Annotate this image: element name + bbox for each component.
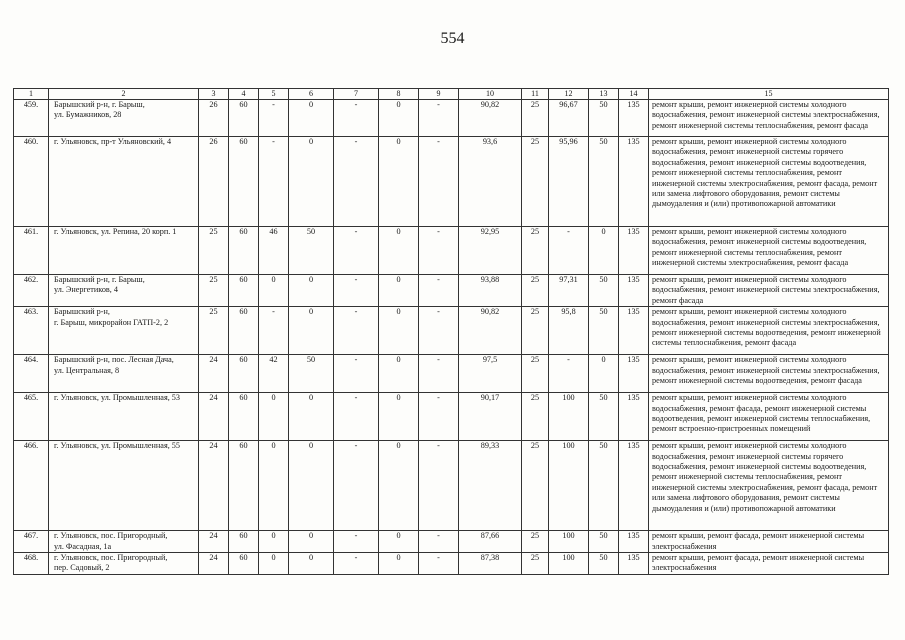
col-3-cell: 24 [199, 531, 229, 553]
col-8-cell: 0 [379, 227, 419, 275]
capital-repair-table [13, 88, 889, 575]
col-11-cell: 25 [522, 137, 549, 227]
col-13-cell: 50 [589, 137, 619, 227]
header-cell-12: 12 [549, 89, 589, 100]
col-9-cell: - [419, 355, 459, 393]
col-9-cell: - [419, 307, 459, 355]
address-cell: г. Ульяновск, пос. Пригородный, ул. Фасадная, 1а [49, 531, 199, 553]
col-3-cell: 25 [199, 227, 229, 275]
col-6-cell: 0 [289, 100, 334, 137]
col-5-cell: 0 [259, 393, 289, 441]
table-row [14, 553, 889, 575]
col-10-cell: 93,88 [459, 275, 522, 307]
col-10-cell: 87,66 [459, 531, 522, 553]
header-cell-4: 4 [229, 89, 259, 100]
col-6-cell: 0 [289, 275, 334, 307]
col-8-cell: 0 [379, 553, 419, 575]
header-cell-6: 6 [289, 89, 334, 100]
address-cell: г. Ульяновск, пр-т Ульяновский, 4 [49, 137, 199, 227]
col-5-cell: - [259, 100, 289, 137]
col-14-cell: 135 [619, 275, 649, 307]
col-8-cell: 0 [379, 307, 419, 355]
col-5-cell: - [259, 137, 289, 227]
col-12-cell: 95,8 [549, 307, 589, 355]
col-6-cell: 0 [289, 531, 334, 553]
table-row [14, 100, 889, 137]
col-10-cell: 87,38 [459, 553, 522, 575]
col-7-cell: - [334, 531, 379, 553]
col-4-cell: 60 [229, 393, 259, 441]
col-4-cell: 60 [229, 531, 259, 553]
address-cell: г. Ульяновск, ул. Промышленная, 55 [49, 441, 199, 531]
address-cell: г. Ульяновск, пос. Пригородный, пер. Садовый, 2 [49, 553, 199, 575]
header-cell-10: 10 [459, 89, 522, 100]
col-14-cell: 135 [619, 227, 649, 275]
col-6-cell: 50 [289, 355, 334, 393]
header-cell-1: 1 [14, 89, 49, 100]
table-row [14, 307, 889, 355]
col-13-cell: 0 [589, 355, 619, 393]
address-cell: Барышский р-н, г. Барыш, ул. Бумажников, 28 [49, 100, 199, 137]
repair-works-cell: ремонт крыши, ремонт инженерной системы холодного водоснабжения, ремонт фасада, ремонт инженерной системы водоотведения, ремонт инженерной системы теплоснабжения, ремонт встроенно-пристроенных помещений [649, 393, 889, 441]
col-12-cell: 100 [549, 553, 589, 575]
col-6-cell: 0 [289, 393, 334, 441]
table-row [14, 227, 889, 275]
col-14-cell: 135 [619, 137, 649, 227]
col-11-cell: 25 [522, 275, 549, 307]
col-9-cell: - [419, 393, 459, 441]
col-7-cell: - [334, 441, 379, 531]
col-4-cell: 60 [229, 275, 259, 307]
row-number-cell: 465. [14, 393, 49, 441]
col-5-cell: 0 [259, 441, 289, 531]
col-3-cell: 24 [199, 355, 229, 393]
col-13-cell: 50 [589, 393, 619, 441]
col-8-cell: 0 [379, 393, 419, 441]
col-9-cell: - [419, 227, 459, 275]
col-9-cell: - [419, 275, 459, 307]
col-12-cell: 95,96 [549, 137, 589, 227]
col-12-cell: 100 [549, 393, 589, 441]
col-8-cell: 0 [379, 275, 419, 307]
col-3-cell: 25 [199, 275, 229, 307]
col-13-cell: 50 [589, 275, 619, 307]
col-10-cell: 92,95 [459, 227, 522, 275]
col-12-cell: 100 [549, 531, 589, 553]
col-3-cell: 25 [199, 307, 229, 355]
address-cell: Барышский р-н, г. Барыш, микрорайон ГАТП-2, 2 [49, 307, 199, 355]
col-12-cell: - [549, 227, 589, 275]
col-13-cell: 50 [589, 441, 619, 531]
col-11-cell: 25 [522, 355, 549, 393]
repair-works-cell: ремонт крыши, ремонт фасада, ремонт инженерной системы электроснабжения [649, 553, 889, 575]
address-cell: Барышский р-н, г. Барыш, ул. Энергетиков, 4 [49, 275, 199, 307]
row-number-cell: 466. [14, 441, 49, 531]
col-7-cell: - [334, 355, 379, 393]
col-14-cell: 135 [619, 393, 649, 441]
col-14-cell: 135 [619, 100, 649, 137]
col-9-cell: - [419, 137, 459, 227]
row-number-cell: 463. [14, 307, 49, 355]
row-number-cell: 468. [14, 553, 49, 575]
header-cell-9: 9 [419, 89, 459, 100]
col-5-cell: 0 [259, 275, 289, 307]
col-10-cell: 90,17 [459, 393, 522, 441]
header-cell-13: 13 [589, 89, 619, 100]
col-5-cell: - [259, 307, 289, 355]
col-14-cell: 135 [619, 307, 649, 355]
col-3-cell: 26 [199, 100, 229, 137]
col-4-cell: 60 [229, 441, 259, 531]
table-row [14, 393, 889, 441]
col-11-cell: 25 [522, 307, 549, 355]
col-8-cell: 0 [379, 137, 419, 227]
header-cell-7: 7 [334, 89, 379, 100]
header-row [14, 89, 889, 100]
header-cell-15: 15 [649, 89, 889, 100]
col-10-cell: 97,5 [459, 355, 522, 393]
repair-works-cell: ремонт крыши, ремонт инженерной системы холодного водоснабжения, ремонт инженерной системы горячего водоснабжения, ремонт инженерной системы водоотведения, ремонт инженерной системы теплоснабжения, ремонт инженерной системы электроснабжения, ремонт фасада, ремонт или замена лифтового оборудования, ремонт системы дымоудаления и (или) противопожарной автоматики [649, 137, 889, 227]
col-7-cell: - [334, 275, 379, 307]
col-4-cell: 60 [229, 137, 259, 227]
col-4-cell: 60 [229, 307, 259, 355]
col-6-cell: 0 [289, 307, 334, 355]
repair-works-cell: ремонт крыши, ремонт инженерной системы холодного водоснабжения, ремонт инженерной системы электроснабжения, ремонт инженерной системы теплоснабжения, ремонт фасада [649, 100, 889, 137]
col-7-cell: - [334, 393, 379, 441]
col-9-cell: - [419, 441, 459, 531]
col-8-cell: 0 [379, 100, 419, 137]
col-5-cell: 42 [259, 355, 289, 393]
repair-works-cell: ремонт крыши, ремонт инженерной системы холодного водоснабжения, ремонт инженерной системы электроснабжения, ремонт фасада [649, 275, 889, 307]
col-14-cell: 135 [619, 355, 649, 393]
col-4-cell: 60 [229, 553, 259, 575]
col-3-cell: 24 [199, 393, 229, 441]
col-6-cell: 50 [289, 227, 334, 275]
col-13-cell: 50 [589, 100, 619, 137]
col-3-cell: 24 [199, 441, 229, 531]
col-11-cell: 25 [522, 441, 549, 531]
col-12-cell: - [549, 355, 589, 393]
col-6-cell: 0 [289, 441, 334, 531]
address-cell: г. Ульяновск, ул. Промышленная, 53 [49, 393, 199, 441]
col-7-cell: - [334, 307, 379, 355]
col-10-cell: 89,33 [459, 441, 522, 531]
header-cell-3: 3 [199, 89, 229, 100]
col-5-cell: 0 [259, 553, 289, 575]
header-cell-5: 5 [259, 89, 289, 100]
col-14-cell: 135 [619, 441, 649, 531]
header-cell-2: 2 [49, 89, 199, 100]
address-cell: г. Ульяновск, ул. Репина, 20 корп. 1 [49, 227, 199, 275]
col-13-cell: 0 [589, 227, 619, 275]
col-11-cell: 25 [522, 100, 549, 137]
col-8-cell: 0 [379, 441, 419, 531]
header-cell-11: 11 [522, 89, 549, 100]
col-3-cell: 24 [199, 553, 229, 575]
col-12-cell: 96,67 [549, 100, 589, 137]
col-6-cell: 0 [289, 137, 334, 227]
row-number-cell: 460. [14, 137, 49, 227]
col-7-cell: - [334, 553, 379, 575]
col-12-cell: 97,31 [549, 275, 589, 307]
col-10-cell: 93,6 [459, 137, 522, 227]
row-number-cell: 464. [14, 355, 49, 393]
col-5-cell: 0 [259, 531, 289, 553]
col-10-cell: 90,82 [459, 307, 522, 355]
col-11-cell: 25 [522, 553, 549, 575]
col-4-cell: 60 [229, 100, 259, 137]
repair-works-cell: ремонт крыши, ремонт инженерной системы холодного водоснабжения, ремонт инженерной системы электроснабжения, ремонт инженерной системы водоотведения, ремонт фасада [649, 355, 889, 393]
col-12-cell: 100 [549, 441, 589, 531]
row-number-cell: 462. [14, 275, 49, 307]
header-cell-14: 14 [619, 89, 649, 100]
col-14-cell: 135 [619, 531, 649, 553]
col-5-cell: 46 [259, 227, 289, 275]
col-9-cell: - [419, 531, 459, 553]
row-number-cell: 459. [14, 100, 49, 137]
col-14-cell: 135 [619, 553, 649, 575]
row-number-cell: 467. [14, 531, 49, 553]
col-13-cell: 50 [589, 307, 619, 355]
col-13-cell: 50 [589, 531, 619, 553]
table-row [14, 355, 889, 393]
col-9-cell: - [419, 553, 459, 575]
page-number: 554 [440, 30, 465, 47]
repair-works-cell: ремонт крыши, ремонт инженерной системы холодного водоснабжения, ремонт инженерной системы водоотведения, ремонт инженерной системы теплоснабжения, ремонт инженерной системы электроснабжения, ремонт фасада [649, 227, 889, 275]
col-3-cell: 26 [199, 137, 229, 227]
col-8-cell: 0 [379, 355, 419, 393]
col-9-cell: - [419, 100, 459, 137]
col-13-cell: 50 [589, 553, 619, 575]
col-7-cell: - [334, 100, 379, 137]
table-row [14, 531, 889, 553]
col-10-cell: 90,82 [459, 100, 522, 137]
col-4-cell: 60 [229, 355, 259, 393]
table-row [14, 441, 889, 531]
col-11-cell: 25 [522, 531, 549, 553]
repair-works-cell: ремонт крыши, ремонт фасада, ремонт инженерной системы электроснабжения [649, 531, 889, 553]
col-6-cell: 0 [289, 553, 334, 575]
row-number-cell: 461. [14, 227, 49, 275]
col-4-cell: 60 [229, 227, 259, 275]
col-11-cell: 25 [522, 393, 549, 441]
col-8-cell: 0 [379, 531, 419, 553]
address-cell: Барышский р-н, пос. Лесная Дача, ул. Центральная, 8 [49, 355, 199, 393]
repair-works-cell: ремонт крыши, ремонт инженерной системы холодного водоснабжения, ремонт инженерной системы горячего водоснабжения, ремонт инженерной системы водоотведения, ремонт инженерной системы теплоснабжения, ремонт инженерной системы электроснабжения, ремонт фасада, ремонт или замена лифтового оборудования, ремонт системы дымоудаления и (или) противопожарной автоматики [649, 441, 889, 531]
header-cell-8: 8 [379, 89, 419, 100]
col-7-cell: - [334, 227, 379, 275]
table-row [14, 137, 889, 227]
col-7-cell: - [334, 137, 379, 227]
repair-works-cell: ремонт крыши, ремонт инженерной системы холодного водоснабжения, ремонт инженерной системы электроснабжения, ремонт инженерной системы водоотведения, ремонт инженерной системы теплоснабжения, ремонт фасада [649, 307, 889, 355]
table-row [14, 275, 889, 307]
col-11-cell: 25 [522, 227, 549, 275]
